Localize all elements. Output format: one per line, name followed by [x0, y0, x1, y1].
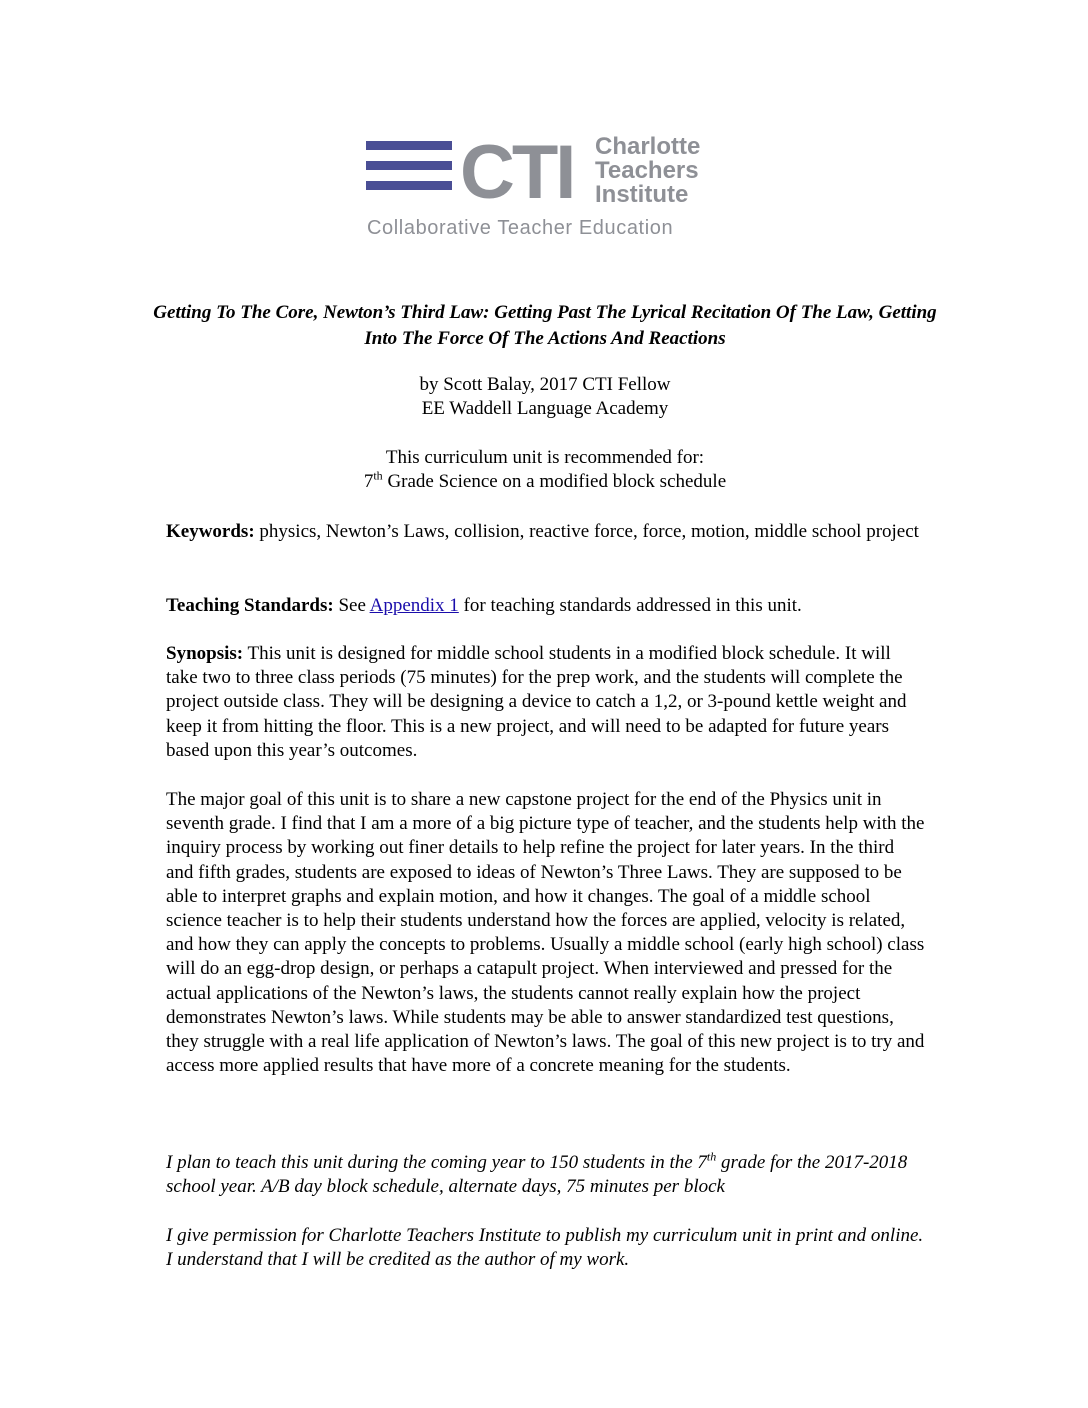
keywords-label: Keywords:: [166, 521, 255, 542]
recommendation-block: [150, 446, 940, 494]
synopsis-label: Synopsis:: [166, 643, 244, 664]
cti-logo: [366, 130, 726, 243]
logo-bar: [366, 141, 452, 150]
permission-paragraph: I give permission for Charlotte Teachers Institute to publish my curriculum unit in print and online. I understand that I will be credited as the author of my work.: [166, 1225, 924, 1271]
synopsis-paragraph: [166, 642, 926, 763]
keywords-text: physics, Newton’s Laws, collision, reactive force, force, motion, middle school project: [254, 521, 919, 542]
keywords-paragraph: [166, 520, 926, 544]
goal-paragraph: The major goal of this unit is to share a new capstone project for the end of the Physics unit in seventh grade. I find that I am a more of a big picture type of teacher, and the students help with the inquiry process by working out finer details to help refine the project for later years. In the third and fifth grades, students are exposed to ideas of Newton’s Three Laws. They are supposed to be able to interpret graphs and explain motion, and how it changes. The goal of a middle school science teacher is to help their students understand how the forces are applied, velocity is related, and how they can apply the concepts to problems. Usually a middle school (early high school) class will do an egg-drop design, or perhaps a catapult project. When interviewed and pressed for the actual applications of the Newton’s laws, the students cannot really explain how the project demonstrates Newton’s laws. While students may be able to answer standardized test questions, they struggle with a real life application of Newton’s laws. The goal of this new project is to try and access more applied results that have more of a concrete meaning for the students.: [166, 789, 925, 1077]
logo-name-line: Institute: [595, 181, 689, 208]
standards-label: Teaching Standards:: [166, 595, 334, 616]
standards-paragraph: Teaching Standards: See Appendix 1 for teaching standards addressed in this unit.: [166, 595, 802, 616]
logo-mark: CTI: [460, 130, 574, 215]
logo-name-line: Teachers: [595, 157, 699, 184]
logo-name: [595, 135, 700, 207]
logo-bar: [366, 161, 452, 170]
logo-name-line: Charlotte: [595, 133, 701, 160]
recommended-grade: 7th Grade Science on a modified block schedule: [363, 468, 727, 492]
synopsis-text: This unit is designed for middle school students in a modified block schedule. It will take two to three class periods (75 minutes) for the prep work, and the students will complete the project outside class. They will be designing a device to catch a 1,2, or 3-pound kettle weight and keep it from hitting the floor. This is a new project, and will need to be adapted for future years based upon this year’s outcomes.: [166, 643, 907, 761]
author-block: [150, 373, 940, 421]
recommended-intro: This curriculum unit is recommended for:: [385, 447, 705, 468]
logo-bar: [366, 181, 452, 190]
school-name: EE Waddell Language Academy: [421, 398, 669, 419]
plan-paragraph: I plan to teach this unit during the coming year to 150 students in the 7th grade for the 2017-2018 school year. A/B day block schedule, alternate days, 75 minutes per block: [166, 1149, 908, 1198]
appendix-link[interactable]: Appendix 1: [369, 595, 459, 616]
logo-tagline: Collaborative Teacher Education: [367, 217, 674, 239]
unit-title: Getting To The Core, Newton’s Third Law: Getting Past The Lyrical Recitation Of The Law, Getting Into The Force Of The Actions And Reactions: [153, 302, 937, 349]
author-line: by Scott Balay, 2017 CTI Fellow: [419, 374, 671, 395]
